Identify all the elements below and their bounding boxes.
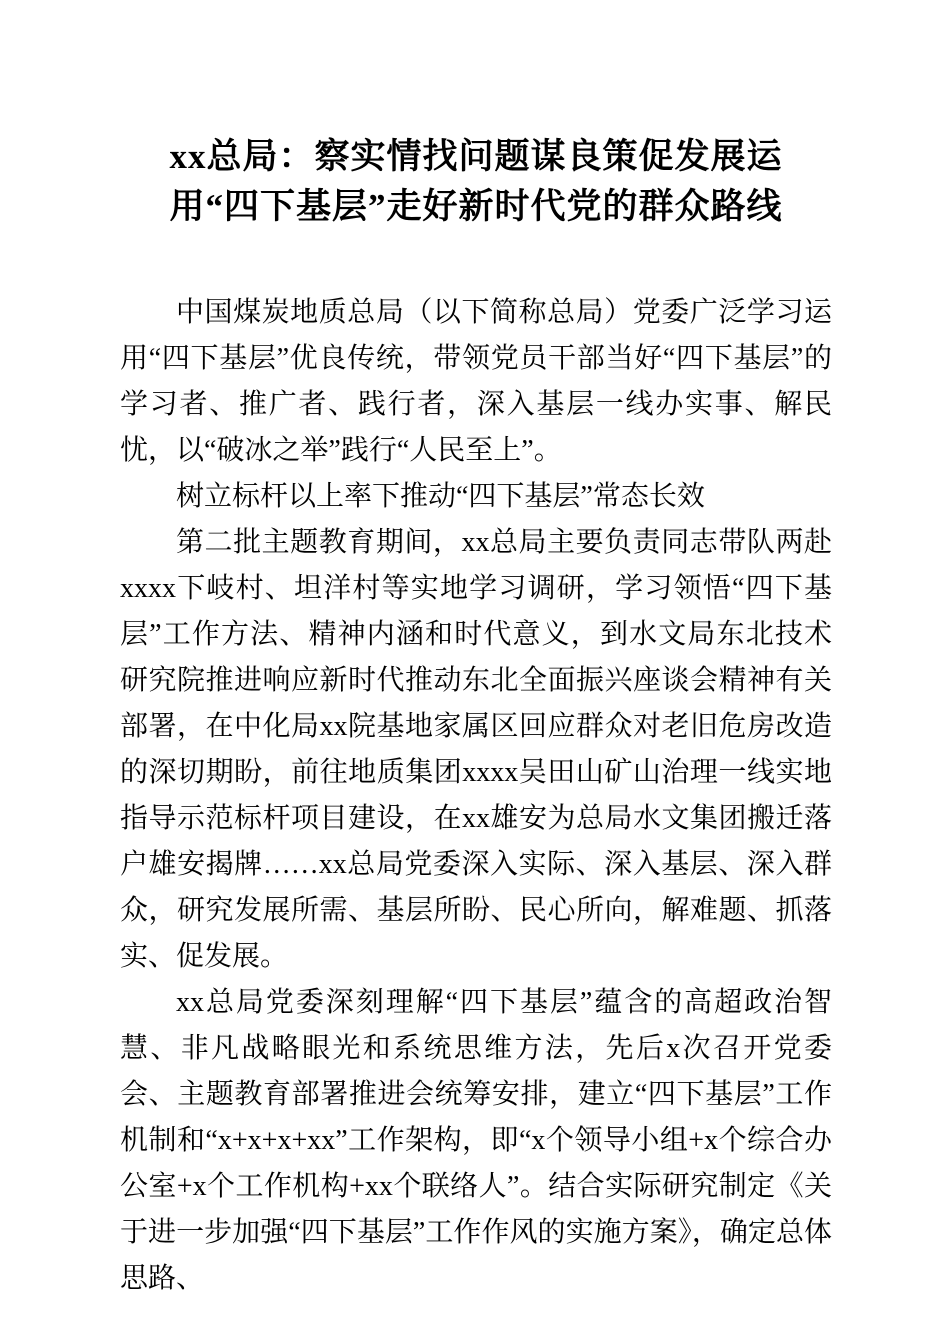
document-title bbox=[120, 132, 832, 232]
title-line-1: xx总局：察实情找问题谋良策促发展运 bbox=[169, 137, 783, 176]
paragraph-subheading: 树立标杆以上率下推动“四下基层”常态长效 bbox=[176, 481, 705, 512]
paragraph-body-1: 第二批主题教育期间，xx总局主要负责同志带队两赴xxxx下岐村、坦洋村等实地学习调研，学习领悟“四下基层”工作方法、精神内涵和时代意义，到水文局东北技术研究院推进响应新时代推动东北全面振兴座谈会精神有关部署，在中化局xx院基地家属区回应群众对老旧危房改造的深切期盼，前往地质集团xxxx吴田山矿山治理一线实地指导示范标杆项目建设，在xx雄安为总局水文集团搬迁落户雄安揭牌……xx总局党委深入实际、深入基层、深入群众，研究发展所需、基层所盼、民心所向，解难题、抓落实、促发展。 bbox=[120, 527, 832, 972]
paragraph-body-2: xx总局党委深刻理解“四下基层”蕴含的高超政治智慧、非凡战略眼光和系统思维方法，先后x次召开党委会、主题教育部署推进会统筹安排，建立“四下基层”工作机制和“x+x+x+xx”工作架构，即“x个领导小组+x个综合办公室+x个工作机构+xx个联络人”。结合实际研究制定《关于进一步加强“四下基层”工作作风的实施方案》，确定总体思路、 bbox=[120, 987, 832, 1294]
title-line-2: 用“四下基层”走好新时代党的群众路线 bbox=[169, 187, 783, 226]
document-body bbox=[120, 290, 832, 1302]
paragraph-intro: 中国煤炭地质总局（以下简称总局）党委广泛学习运用“四下基层”优良传统，带领党员干部当好“四下基层”的学习者、推广者、践行者，深入基层一线办实事、解民忧，以“破冰之举”践行“人民至上”。 bbox=[120, 297, 832, 466]
